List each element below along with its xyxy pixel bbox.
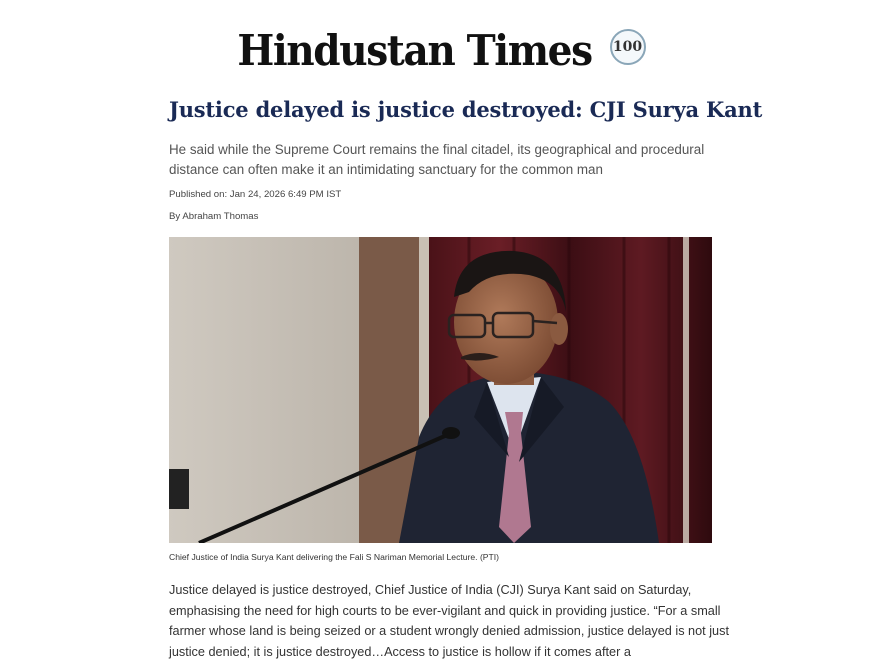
article-body: Justice delayed is justice destroyed, Chief Justice of India (CJI) Surya Kant said on Saturday, emphasising the need for high courts to be ever-vigilant and quick in providing justice. “For a small farmer whose land is being seized or a student wrongly denied admission, justice delayed is not just justice denied; it is justice destroyed…Access to justice is hollow if it comes after a: [169, 583, 729, 659]
centenary-seal-icon: [610, 29, 646, 65]
masthead: [0, 26, 870, 75]
article-headline: Justice delayed is justice destroyed: CJI Surya Kant: [169, 97, 763, 122]
seal-number: 100: [612, 38, 643, 55]
published-date: Published on: Jan 24, 2026 6:49 PM IST: [169, 189, 342, 200]
brand-logo[interactable]: Hindustan Times: [237, 26, 593, 75]
article-photo: [169, 237, 712, 543]
author-byline: By Abraham Thomas: [169, 211, 259, 222]
article-summary: He said while the Supreme Court remains the final citadel, its geographical and procedural distance can often make it an intimidating sanctuary for the common man: [169, 142, 705, 177]
photo-caption: Chief Justice of India Surya Kant delivering the Fali S Nariman Memorial Lecture. (PTI): [169, 552, 500, 562]
